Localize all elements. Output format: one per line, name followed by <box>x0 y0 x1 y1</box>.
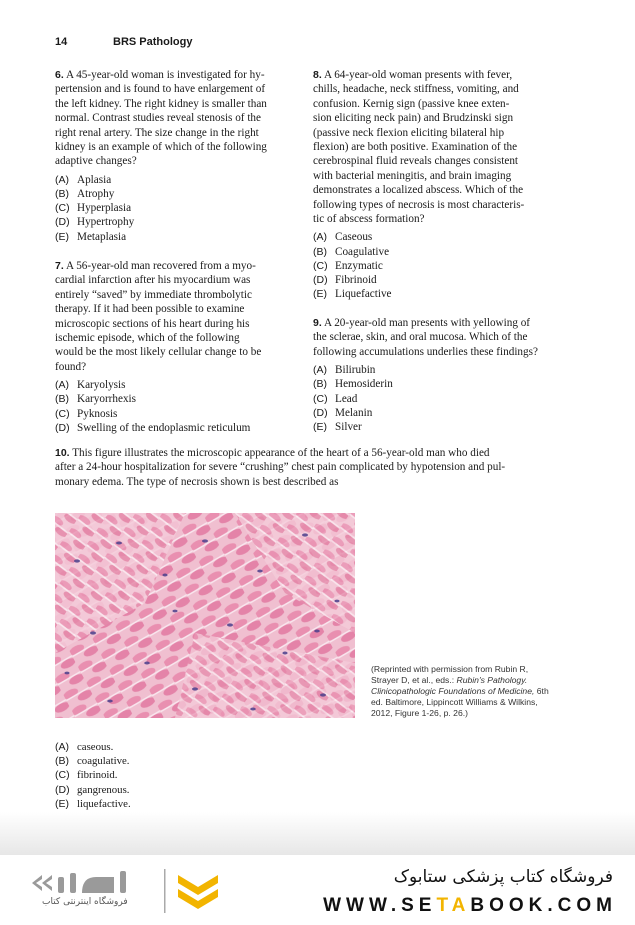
answer-option <box>313 245 553 259</box>
question-10 <box>55 446 555 493</box>
stem-line: normal. Contrast studies reveal stenosis of the <box>55 112 261 125</box>
stem-line: therapy. If it had been possible to examine <box>55 303 245 316</box>
stem-line: chills, headache, neck stiffness, vomiting, and <box>313 83 519 96</box>
option-letter: (A) <box>55 379 69 392</box>
option-letter: (E) <box>55 797 69 810</box>
page-header <box>55 36 192 48</box>
answer-option <box>313 230 553 244</box>
option-text: Lead <box>335 392 358 405</box>
question-number: 6. <box>55 69 64 81</box>
answer-option <box>55 378 295 392</box>
stem-line: A 20-year-old man presents with yellowing of <box>323 317 531 329</box>
stem-line: flexion) are both positive. Examination of the <box>313 141 518 154</box>
stem-line: A 64-year-old woman presents with fever, <box>323 69 513 81</box>
option-text: Karyolysis <box>77 379 126 392</box>
option-text: Pyknosis <box>77 407 118 420</box>
option-text: Hemosiderin <box>335 378 393 391</box>
stem-line: pertension and is found to have enlargement of <box>55 83 266 96</box>
option-letter: (B) <box>55 393 69 406</box>
stem-line: tic of abscess formation? <box>313 213 425 226</box>
answer-option <box>313 273 553 287</box>
option-letter: (A) <box>313 364 327 377</box>
answer-option <box>313 259 553 273</box>
answer-option <box>55 392 295 406</box>
url-part: WWW.SE <box>323 895 437 916</box>
stem-line: microscopic sections of his heart during his <box>55 317 250 330</box>
question-7 <box>55 259 295 435</box>
caption-text: 6th <box>534 686 549 696</box>
stem-line: would be the most likely cellular change to be <box>55 346 262 359</box>
option-text: coagulative. <box>77 755 130 768</box>
stem-line: A 56-year-old man recovered from a myo- <box>65 260 256 272</box>
option-letter: (D) <box>313 406 328 419</box>
question-8 <box>313 68 553 301</box>
histology-illustration <box>55 513 355 718</box>
stem-line: demonstrates a localized abscess. Which of the <box>313 184 524 197</box>
question-6 <box>55 68 287 244</box>
caption-line: (Reprinted with permission from Rubin R, <box>371 664 529 674</box>
answer-option <box>313 287 553 301</box>
stem-line: right renal artery. The size change in the right <box>55 126 259 139</box>
caption-line <box>371 675 561 686</box>
option-text: caseous. <box>77 741 114 753</box>
option-text: Aplasia <box>77 173 112 186</box>
caption-line: 2012, Figure 1-26, p. 26.) <box>371 708 468 718</box>
page-bottom-shadow <box>0 812 635 860</box>
stem-line: cardial infarction after his myocardium was <box>55 274 251 287</box>
option-text: Liquefactive <box>335 288 392 301</box>
question-stem <box>313 316 558 359</box>
caption-text: Strayer D, et al., eds.: <box>371 675 457 685</box>
stem-line: cerebrospinal fluid reveals changes consistent <box>313 155 519 168</box>
answer-option <box>313 363 558 377</box>
micrograph-image <box>55 513 355 718</box>
stem-line: following accumulations underlies these findings? <box>313 345 538 358</box>
answer-option <box>313 377 558 391</box>
option-letter: (C) <box>55 407 70 420</box>
answer-option <box>313 406 558 420</box>
answer-option <box>55 215 287 229</box>
option-letter: (E) <box>313 421 327 434</box>
stem-line: adaptive changes? <box>55 155 137 168</box>
option-text: Enzymatic <box>335 259 383 272</box>
question-number: 8. <box>313 69 322 81</box>
option-text: Atrophy <box>77 188 115 201</box>
logo-subtitle: فروشگاه اینترنتی کتاب <box>42 897 128 907</box>
stem-line: after a 24-hour hospitalization for severe “crushing” chest pain complicated by hypotension and pul- <box>55 461 506 474</box>
question-stem <box>313 68 553 226</box>
answer-option <box>55 407 295 421</box>
option-letter: (A) <box>313 231 327 244</box>
question-number: 7. <box>55 260 64 272</box>
option-letter: (C) <box>55 202 70 215</box>
question-stem <box>55 68 287 169</box>
option-text: Swelling of the endoplasmic reticulum <box>77 421 251 434</box>
caption-book-subtitle: Clinicopathologic Foundations of Medicine, <box>371 686 535 696</box>
stem-line: with bacterial meningitis, and brain imaging <box>313 169 512 182</box>
answer-option <box>55 768 255 782</box>
answer-option <box>55 740 255 754</box>
answer-option <box>55 783 255 797</box>
option-letter: (D) <box>313 274 328 287</box>
store-name: فروشگاه کتاب پزشکی ستابوک <box>393 867 613 887</box>
answer-option <box>313 420 558 434</box>
option-text: Karyorrhexis <box>77 393 137 406</box>
question-9 <box>313 316 558 434</box>
question-stem <box>55 259 295 374</box>
setabook-logo-icon <box>18 863 258 918</box>
option-text: Silver <box>335 421 362 434</box>
option-letter: (B) <box>55 188 69 201</box>
stem-line: the sclerae, skin, and oral mucosa. Which of the <box>313 331 528 344</box>
option-letter: (E) <box>55 230 69 243</box>
question-number: 10. <box>55 447 70 459</box>
question-stem <box>55 446 555 489</box>
option-letter: (B) <box>313 245 327 258</box>
figure-caption <box>371 664 561 719</box>
stem-line: This figure illustrates the microscopic appearance of the heart of a 56-year-old man who died <box>72 447 490 459</box>
answer-option <box>55 797 255 811</box>
stem-line: the left kidney. The right kidney is smaller than <box>55 97 267 110</box>
option-text: Metaplasia <box>77 230 127 243</box>
option-text: fibrinoid. <box>77 769 118 782</box>
answer-option <box>55 754 255 768</box>
stem-line: sion eliciting neck pain) and Brudzinski sign <box>313 112 514 125</box>
website-url[interactable] <box>323 895 617 917</box>
option-text: liquefactive. <box>77 797 131 810</box>
stem-line: (passive neck flexion eliciting bilateral hip <box>313 126 505 139</box>
book-title: BRS Pathology <box>113 36 193 48</box>
answer-option <box>55 173 287 187</box>
option-letter: (C) <box>313 259 328 272</box>
option-letter: (D) <box>55 783 70 796</box>
option-letter: (A) <box>55 741 69 753</box>
option-letter: (C) <box>55 769 70 782</box>
option-letter: (A) <box>55 173 69 186</box>
url-accent: TA <box>436 895 471 916</box>
caption-line <box>371 686 561 697</box>
question-number: 9. <box>313 317 322 329</box>
option-text: Hyperplasia <box>77 202 132 215</box>
option-letter: (C) <box>313 392 328 405</box>
stem-line: ischemic episode, which of the following <box>55 332 240 345</box>
page-number: 14 <box>55 36 68 48</box>
caption-book-title: Rubin's Pathology. <box>456 675 528 685</box>
option-letter: (B) <box>55 755 69 768</box>
answer-option <box>55 187 287 201</box>
stem-line: kidney is an example of which of the following <box>55 141 267 154</box>
option-text: Fibrinoid <box>335 274 377 287</box>
answer-option <box>55 421 295 435</box>
answer-option <box>55 230 287 244</box>
stem-line: A 45-year-old woman is investigated for hy- <box>65 69 265 81</box>
option-text: gangrenous. <box>77 783 130 796</box>
stem-line: following types of necrosis is most characteris- <box>313 198 525 211</box>
footer-banner <box>0 855 635 925</box>
option-letter: (D) <box>55 216 70 229</box>
answer-option <box>55 201 287 215</box>
option-text: Caseous <box>335 231 373 244</box>
url-part: BOOK.COM <box>470 895 617 916</box>
option-letter: (D) <box>55 421 70 434</box>
option-text: Coagulative <box>335 245 390 258</box>
option-text: Hypertrophy <box>77 216 135 229</box>
stem-line: confusion. Kernig sign (passive knee exten- <box>313 97 510 110</box>
stem-line: entirely “saved” by immediate thrombolytic <box>55 288 252 301</box>
option-text: Bilirubin <box>335 364 376 377</box>
option-letter: (E) <box>313 288 327 301</box>
option-text: Melanin <box>335 406 373 419</box>
caption-line: ed. Baltimore, Lippincott Williams & Wilkins, <box>371 697 538 707</box>
answer-option <box>313 392 558 406</box>
question-10-options <box>55 740 255 811</box>
option-letter: (B) <box>313 378 327 391</box>
stem-line: monary edema. The type of necrosis shown is best described as <box>55 475 339 488</box>
stem-line: found? <box>55 360 87 373</box>
